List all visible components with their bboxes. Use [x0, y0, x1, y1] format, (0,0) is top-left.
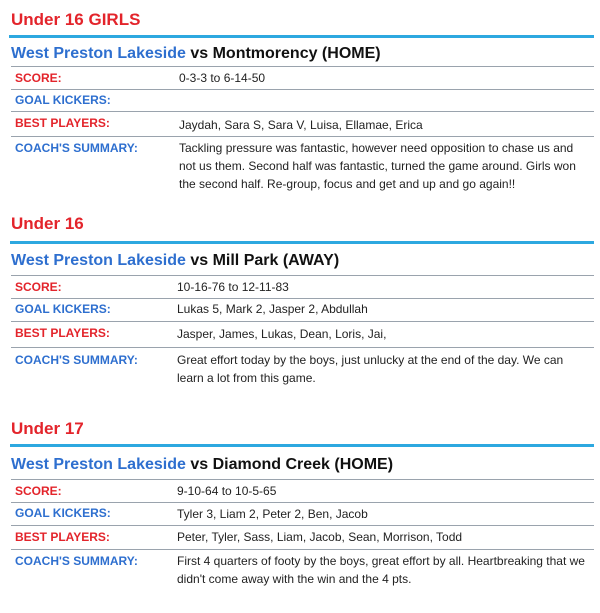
- fixture: vs Mill Park (AWAY): [190, 252, 340, 269]
- goal-kickers-row: [11, 298, 594, 322]
- goal-kickers-label: GOAL KICKERS:: [15, 506, 111, 520]
- club-name: West Preston Lakeside: [11, 45, 186, 62]
- goal-kickers-label: GOAL KICKERS:: [15, 93, 111, 107]
- best-players-value: Peter, Tyler, Sass, Liam, Jacob, Sean, Morrison, Todd: [177, 530, 463, 544]
- coach-summary-label: COACH'S SUMMARY:: [15, 141, 138, 155]
- score-value: 9-10-64 to 10-5-65: [177, 484, 277, 498]
- coach-summary-value: First 4 quarters of footy by the boys, great effort by all. Heartbreaking that we didn't come away with the win and the 4 pts.: [177, 554, 585, 586]
- coach-summary-row: [11, 550, 594, 592]
- best-players-row: [11, 322, 594, 348]
- coach-summary-row: [11, 137, 594, 197]
- match-report-u17: [0, 400, 600, 613]
- score-label: SCORE:: [15, 280, 62, 294]
- coach-summary-row: [11, 348, 594, 390]
- score-row: [11, 479, 594, 503]
- match-title: [11, 456, 393, 474]
- goal-kickers-row: [11, 502, 594, 526]
- match-title: [11, 45, 381, 63]
- goal-kickers-value: Lukas 5, Mark 2, Jasper 2, Abdullah: [177, 302, 368, 316]
- coach-summary-label: COACH'S SUMMARY:: [15, 554, 138, 568]
- coach-summary-value: Great effort today by the boys, just unlucky at the end of the day. We can learn a lot from this game.: [177, 353, 564, 385]
- match-report-u16: [0, 200, 600, 400]
- goal-kickers-value: Tyler 3, Liam 2, Peter 2, Ben, Jacob: [177, 507, 368, 521]
- club-name: West Preston Lakeside: [11, 252, 186, 269]
- score-value: 0-3-3 to 6-14-50: [179, 71, 266, 85]
- score-value: 10-16-76 to 12-11-83: [177, 280, 289, 294]
- score-row: [11, 66, 594, 90]
- score-label: SCORE:: [15, 484, 62, 498]
- score-label: SCORE:: [15, 71, 62, 85]
- club-name: West Preston Lakeside: [11, 456, 186, 473]
- divider: [10, 241, 594, 244]
- divider: [9, 35, 594, 38]
- goal-kickers-label: GOAL KICKERS:: [15, 302, 111, 316]
- coach-summary-value: Tackling pressure was fantastic, however need opposition to chase us and not us them. Second half was fantastic, turned the game around. Girls won the second half. Re-group, focus and get and up and go again!!: [179, 141, 576, 191]
- coach-summary-label: COACH'S SUMMARY:: [15, 353, 138, 367]
- best-players-value: Jasper, James, Lukas, Dean, Loris, Jai,: [177, 327, 387, 341]
- match-report-u16-girls: [0, 0, 600, 200]
- section-heading: Under 17: [11, 419, 84, 438]
- score-row: [11, 275, 594, 299]
- section-heading: Under 16 GIRLS: [11, 10, 141, 29]
- divider: [10, 444, 594, 447]
- best-players-label: BEST PLAYERS:: [15, 530, 110, 544]
- best-players-label: BEST PLAYERS:: [15, 116, 110, 130]
- best-players-value: Jaydah, Sara S, Sara V, Luisa, Ellamae, Erica: [179, 118, 423, 132]
- section-heading: Under 16: [11, 214, 84, 233]
- fixture: vs Diamond Creek (HOME): [190, 456, 394, 473]
- fixture: vs Montmorency (HOME): [190, 45, 381, 62]
- match-title: [11, 252, 339, 270]
- best-players-row: [11, 112, 594, 137]
- best-players-row: [11, 526, 594, 550]
- best-players-label: BEST PLAYERS:: [15, 326, 110, 340]
- goal-kickers-row: [11, 89, 594, 112]
